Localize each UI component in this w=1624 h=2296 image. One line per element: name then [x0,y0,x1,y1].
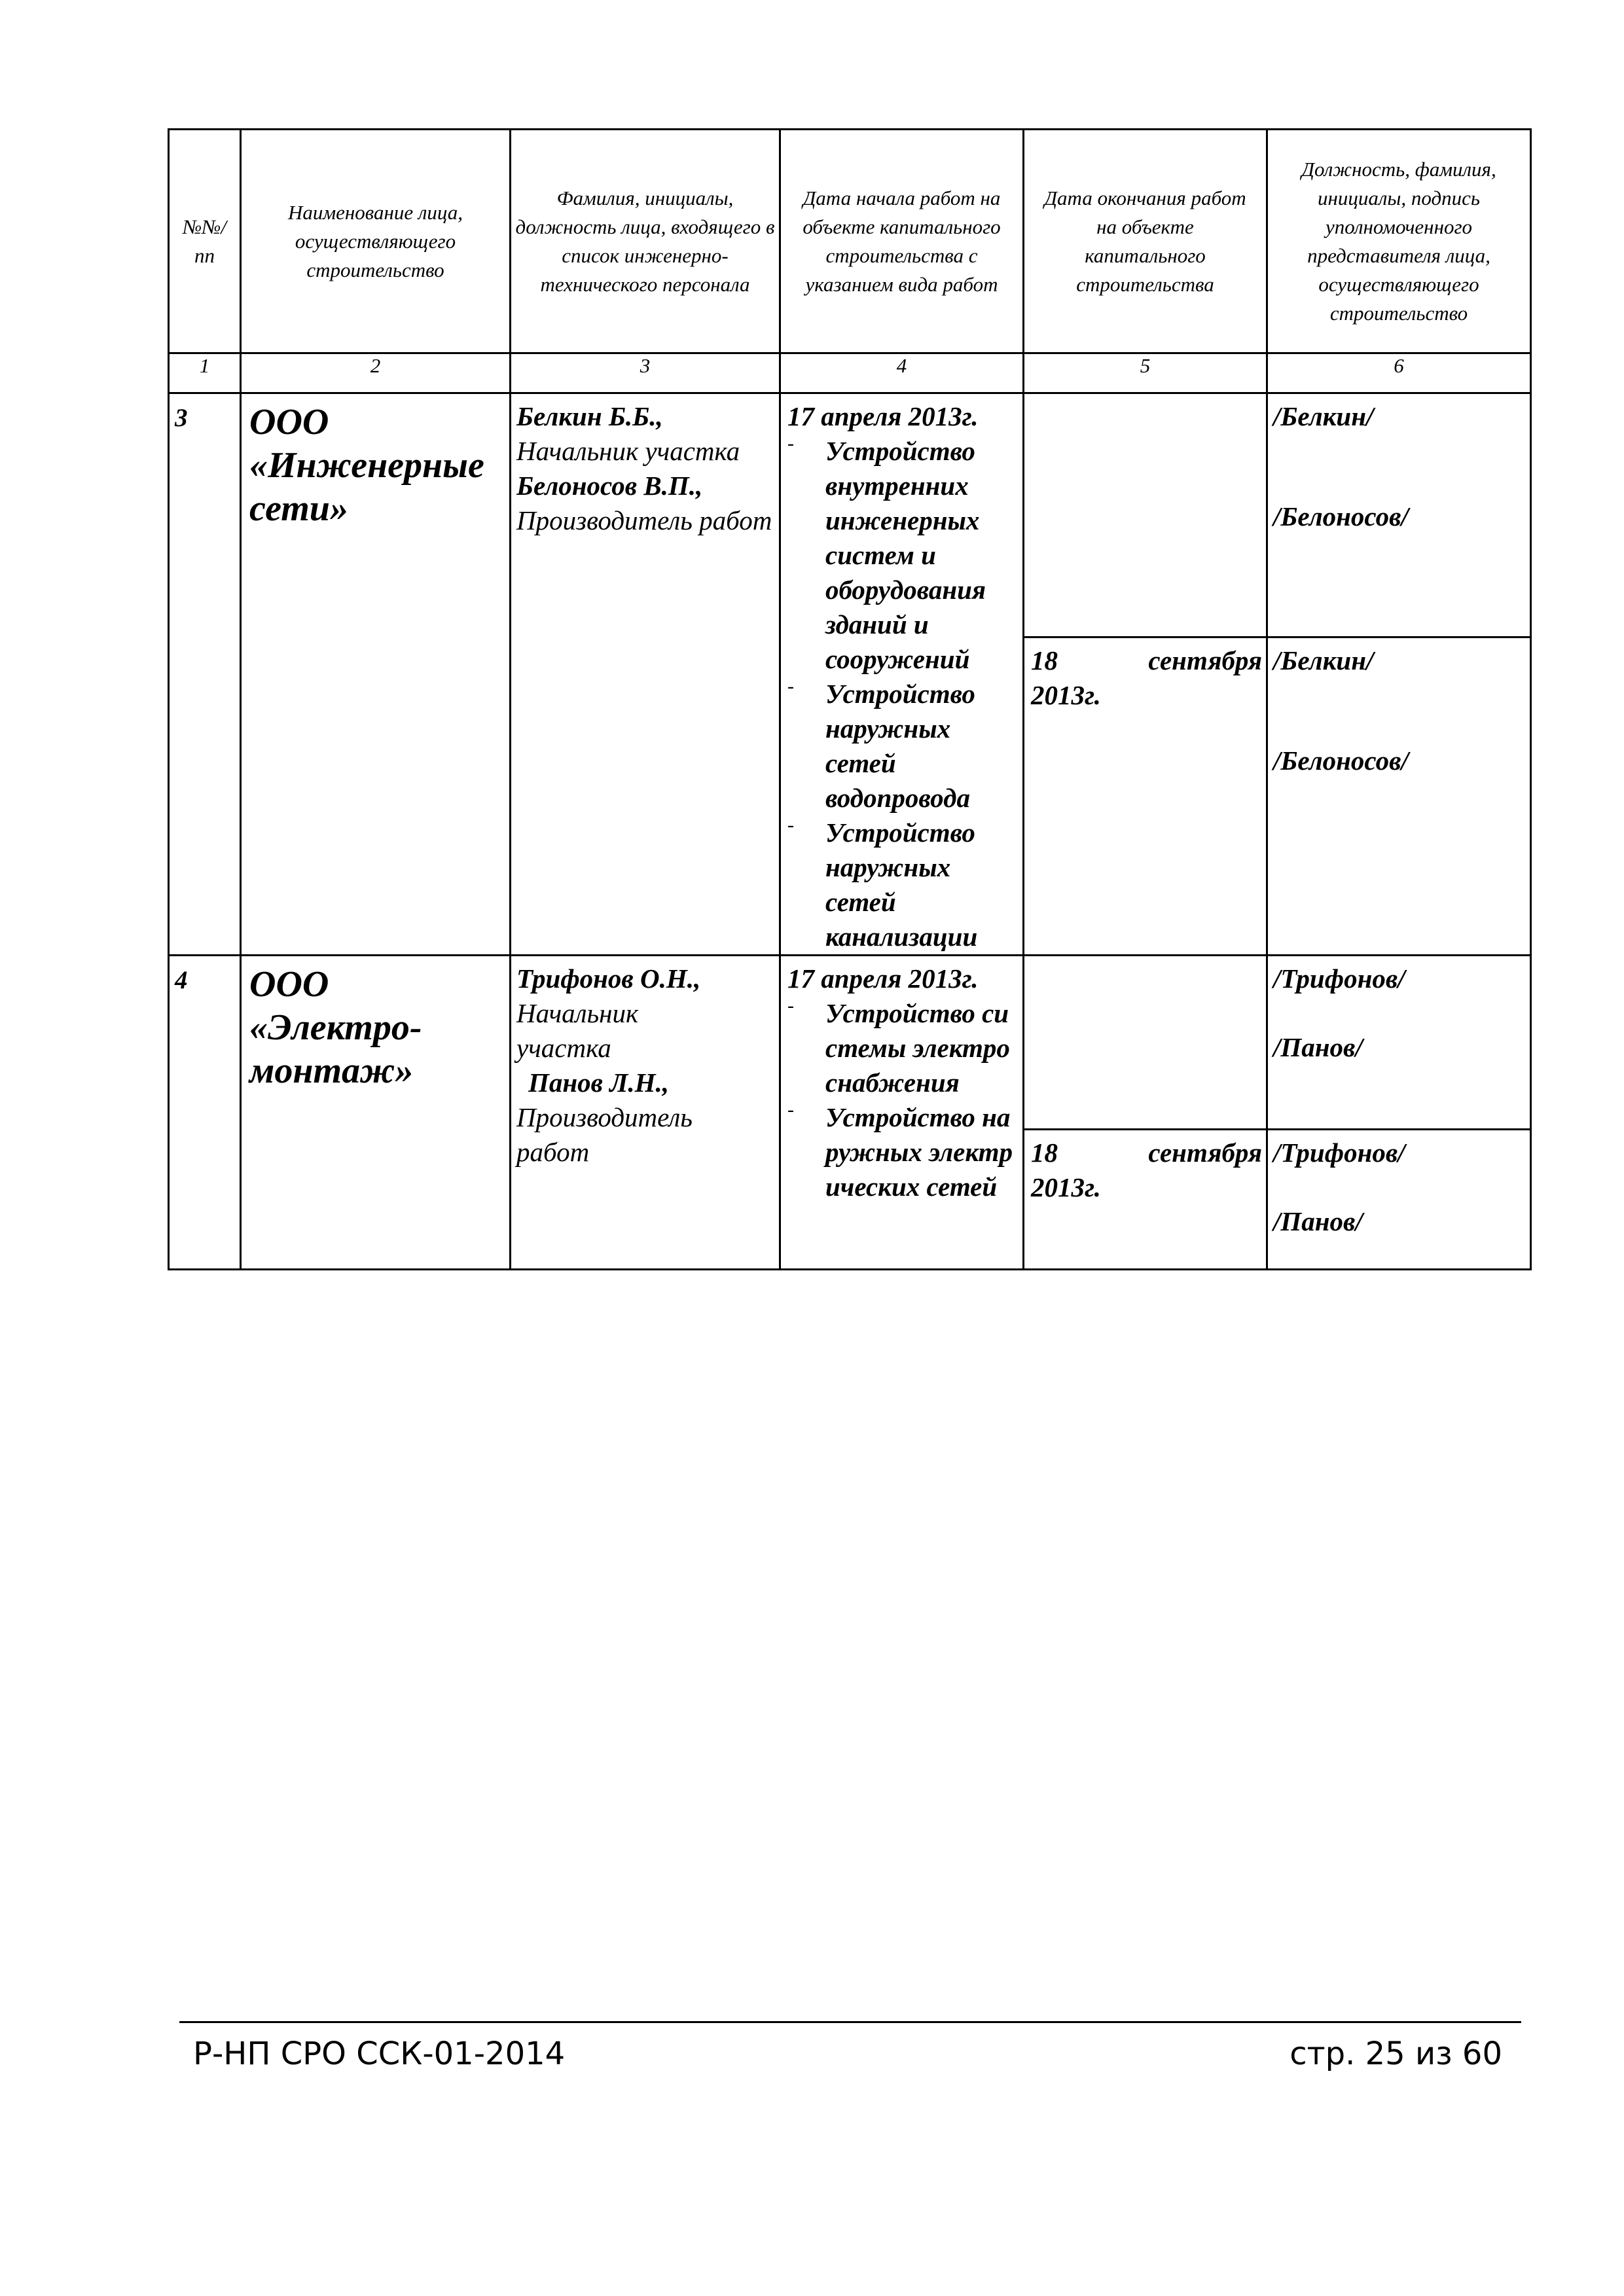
signature-name: /Трифонов/ [1273,1138,1405,1168]
column-number: 1 [169,353,241,393]
header-start-date: Дата начала работ на объекте капитального строительства с указанием вида работ [780,130,1024,353]
signature-cell [1267,393,1531,637]
end-date-empty [1024,956,1267,1130]
header-representative: Должность, фамилия, инициалы, подпись уполномоченного представителя лица, осуществляющего строительство [1267,130,1531,353]
person-role: Производитель работ [516,1102,693,1167]
personnel-cell [511,393,780,956]
person-name: Трифонов О.Н., [516,963,701,994]
work-item: - Устройство внутренних инженерных систем и оборудования зданий и сооружений [787,434,1019,677]
signature-cell [1267,956,1531,1130]
header-organization: Наименование лица, осуществляющего строительство [241,130,511,353]
end-date-month: сентября [1148,1138,1262,1168]
work-item: - Устройство наружных сетей канализации [787,816,1019,954]
row-number: 3 [169,393,241,956]
signature-name: /Белоносов/ [1273,501,1409,531]
signature-cell [1267,637,1531,956]
column-number: 6 [1267,353,1531,393]
person-role: Начальник участка [516,998,639,1063]
work-item: - Устройство системы электроснабжения [787,996,1019,1100]
works-list [787,434,1019,954]
construction-personnel-table [168,128,1532,1270]
column-number: 2 [241,353,511,393]
end-date-cell [1024,1130,1267,1270]
footer-divider [179,2021,1521,2023]
start-date-cell [780,956,1024,1270]
header-number: №№/ пп [169,130,241,353]
signature-name: /Белкин/ [1273,401,1374,431]
end-date-year: 2013г. [1031,680,1101,711]
header-end-date: Дата окончания работ на объекте капитального строительства [1024,130,1267,353]
header-personnel: Фамилия, инициалы, должность лица, входящего в список инженерно-технического персонала [511,130,780,353]
row-number: 4 [169,956,241,1270]
organization-name: ООО «Инженерные сети» [241,393,511,956]
column-number: 3 [511,353,780,393]
end-date-month: сентября [1148,645,1262,676]
start-date: 17 апреля 2013г. [787,963,979,994]
signature-name: /Трифонов/ [1273,963,1405,994]
end-date-empty [1024,393,1267,637]
personnel-cell [511,956,780,1270]
column-number-row [169,353,1531,393]
work-item: - Устройство наружных сетей водопровода [787,677,1019,816]
table-header-row [169,130,1531,353]
signature-name: /Панов/ [1273,1206,1363,1236]
signature-cell [1267,1130,1531,1270]
person-role: Производитель работ [516,505,772,535]
end-date-cell [1024,637,1267,956]
end-date-year: 2013г. [1031,1172,1101,1202]
signature-name: /Белкин/ [1273,645,1374,676]
person-role: Начальник участка [516,436,740,466]
start-date-cell [780,393,1024,956]
person-name: Белоносов В.П., [516,471,703,501]
column-number: 4 [780,353,1024,393]
organization-name: ООО «Электро-монтаж» [241,956,511,1270]
person-name: Панов Л.Н., [528,1067,669,1098]
document-code: Р-НП СРО ССК-01-2014 [193,2036,566,2072]
table-row [169,956,1531,1130]
works-list [787,996,1019,1204]
signature-name: /Панов/ [1273,1032,1363,1062]
end-date-day: 18 [1031,1138,1058,1168]
page-number: стр. 25 из 60 [1290,2036,1502,2072]
person-name: Белкин Б.Б., [516,401,663,431]
column-number: 5 [1024,353,1267,393]
table-row [169,393,1531,637]
work-item: - Устройство наружных электрических сетей [787,1100,1019,1204]
end-date-day: 18 [1031,645,1058,676]
start-date: 17 апреля 2013г. [787,401,979,431]
signature-name: /Белоносов/ [1273,745,1409,776]
